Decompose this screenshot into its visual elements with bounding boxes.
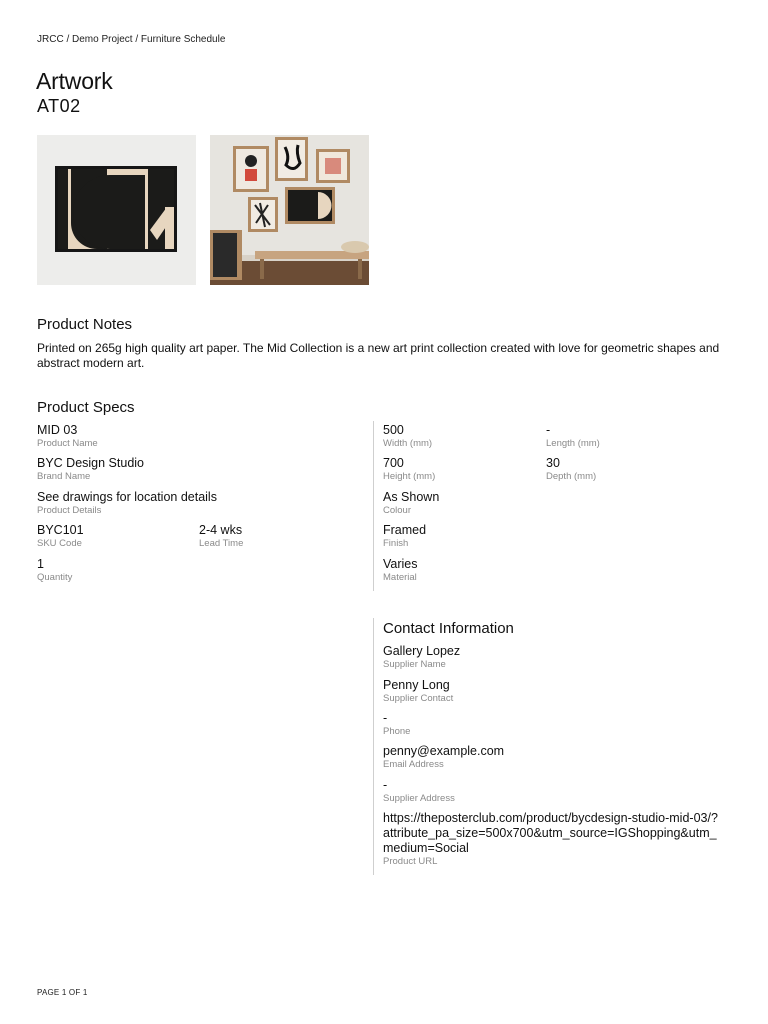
page-number: PAGE 1 OF 1 [37,988,88,997]
specs-divider [373,421,374,591]
contact-supplier-contact: Penny Long Supplier Contact [383,678,454,704]
spec-product-details: See drawings for location details Product Details [37,490,217,516]
contact-email: penny@example.com Email Address [383,744,505,770]
spec-colour: As Shown Colour [383,490,440,516]
product-specs-heading: Product Specs [37,399,135,416]
contact-address: - Supplier Address [383,778,455,804]
spec-brand-name: BYC Design Studio Brand Name [37,456,145,482]
spec-finish: Framed Finish [383,523,427,549]
spec-lead-time: 2-4 wks Lead Time [199,523,244,549]
product-image-print [37,135,196,285]
spec-product-name: MID 03 Product Name [37,423,98,449]
product-url-link[interactable]: https://theposterclub.com/product/bycdesign-studio-mid-03/?attribute_pa_size=500x700&utm_source=IGShopping&utm_medium=Social [383,811,718,855]
spec-quantity: 1 Quantity [37,557,73,583]
spec-height: 700 Height (mm) [383,456,436,482]
spec-length: - Length (mm) [546,423,600,449]
spec-material: Varies Material [383,557,418,583]
spec-depth: 30 Depth (mm) [546,456,597,482]
contact-product-url: https://theposterclub.com/product/bycdesign-studio-mid-03/?attribute_pa_size=500x700&utm_source=IGShopping&utm_medium=Social Product URL [383,811,723,868]
contact-phone: - Phone [383,711,411,737]
spec-width: 500 Width (mm) [383,423,433,449]
breadcrumb: JRCC / Demo Project / Furniture Schedule [37,34,226,45]
contact-supplier-name: Gallery Lopez Supplier Name [383,644,461,670]
product-notes-text: Printed on 265g high quality art paper. The Mid Collection is a new art print collection created with love for geometric shapes and abstract modern art. [37,341,720,370]
product-image-room [210,135,369,285]
product-notes-heading: Product Notes [37,316,133,333]
contact-divider [373,618,374,875]
spec-sku-code: BYC101 SKU Code [37,523,84,549]
contact-info-heading: Contact Information [383,620,514,637]
page-title: Artwork [36,68,113,94]
item-code: AT02 [37,96,81,116]
